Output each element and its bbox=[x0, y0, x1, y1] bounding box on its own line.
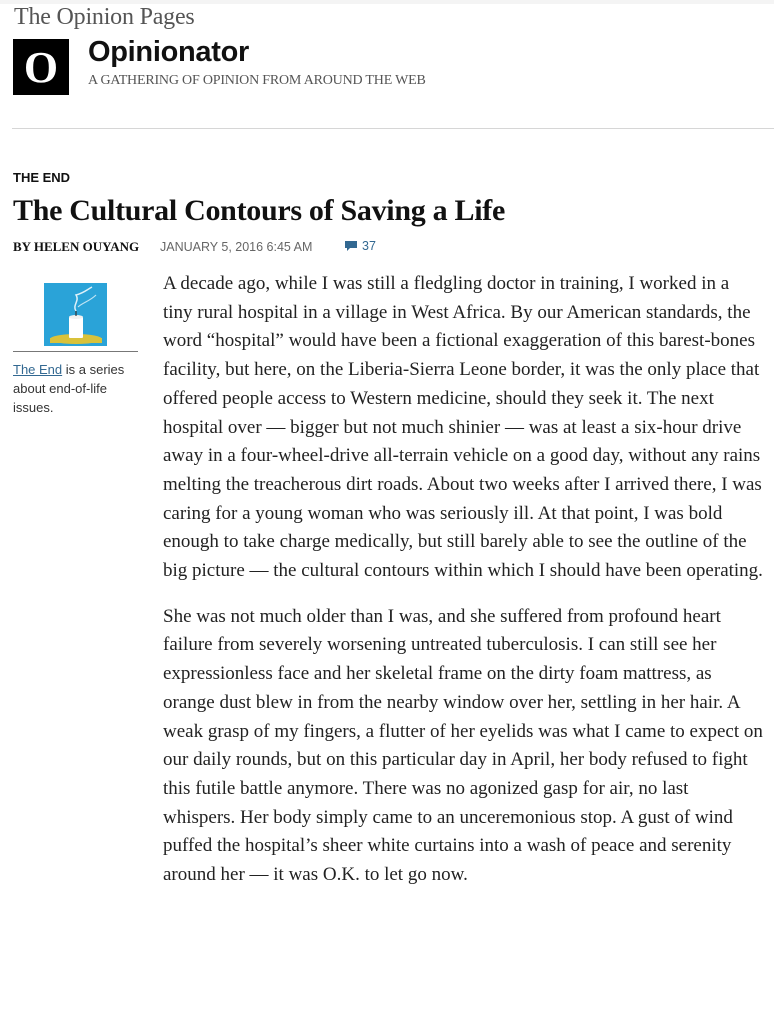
blog-name[interactable]: Opinionator bbox=[88, 36, 250, 68]
comment-bubble-icon bbox=[344, 240, 358, 252]
article-paragraph: She was not much older than I was, and she suffered from profound heart failure from severely worsening untreated tuberculosis. I can still see her expressionless face and her skeletal frame on the dirty foam mattress, as orange dust blew in from the nearby window over her, settling in her hair. A weak grasp of my fingers, a flutter of her eyelids was what I came to expect on our daily rounds, but on this particular day in April, her body refused to fight this futile battle anymore. There was no agonized gasp for air, no last whispers. Her body simply came to an unceremonious stop. A gust of wind puffed the hospital’s sheer white curtains into a wash of peace and serenity around her — it was O.K. to let go now. bbox=[163, 605, 763, 886]
series-link[interactable]: The End bbox=[13, 362, 63, 377]
article-body bbox=[163, 270, 763, 907]
article-paragraph: A decade ago, while I was still a fledgling doctor in training, I worked in a tiny rural hospital in a village in West Africa. By our American standards, the word “hospital” would have been a fictional exaggeration of this barest-bones facility, but here, on the Liberia-Sierra Leone border, it was the only place that offered people access to Western medicine, should they seek it. The next hospital over — bigger but not much shinier — was at least a six-hour drive away in a four-wheel-drive all-terrain vehicle on a good day, without any rains melting the treacherous dirt roads. About two weeks after I arrived there, I was caring for a young woman who was seriously ill. At that point, I was bold enough to take charge medically, but still barely able to see the outline of the big picture — the cultural contours within which I should have been operating. bbox=[163, 273, 763, 582]
comments-link[interactable] bbox=[344, 239, 376, 253]
opinionator-logo[interactable] bbox=[13, 39, 69, 95]
sidebar-rule bbox=[13, 351, 138, 352]
series-blurb bbox=[13, 360, 139, 417]
logo-letter: O bbox=[23, 42, 59, 92]
candle-thumbnail-icon[interactable] bbox=[44, 283, 107, 346]
byline: BY HELEN OUYANG bbox=[13, 239, 140, 254]
header-divider bbox=[12, 128, 774, 129]
publish-date: JANUARY 5, 2016 6:45 AM bbox=[160, 240, 313, 254]
section-label[interactable]: The Opinion Pages bbox=[14, 4, 195, 30]
comment-count: 37 bbox=[362, 239, 376, 253]
article-headline: The Cultural Contours of Saving a Life bbox=[13, 194, 505, 227]
series-kicker[interactable]: THE END bbox=[13, 170, 71, 185]
blog-tagline: A GATHERING OF OPINION FROM AROUND THE WEB bbox=[88, 73, 426, 88]
series-description: is a series about end-of-life issues. bbox=[13, 362, 125, 415]
